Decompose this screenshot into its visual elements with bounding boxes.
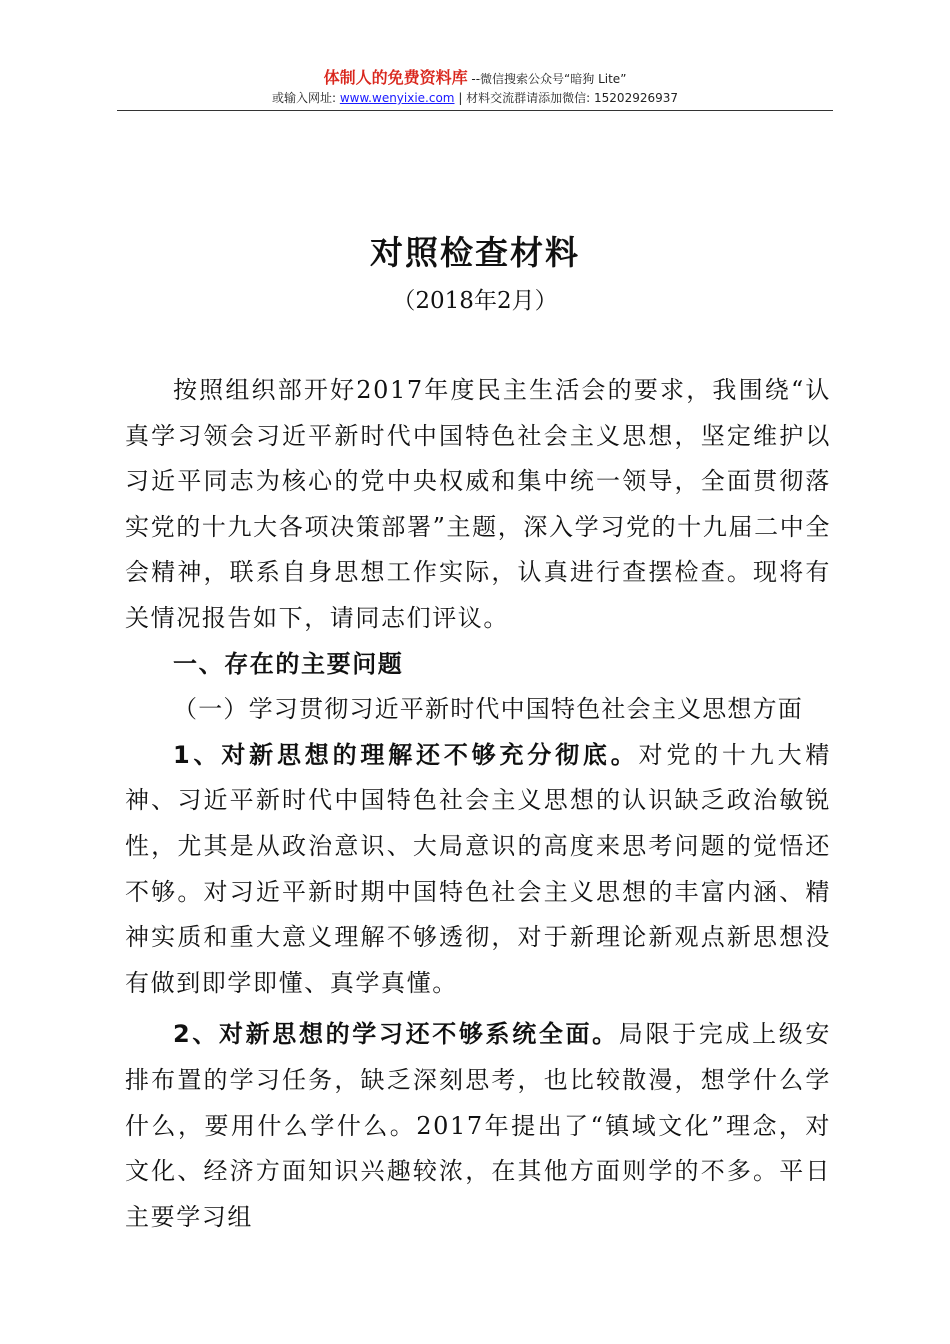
url-prefix: 或输入网址: — [271, 91, 340, 105]
item-2-body: 局限于完成上级安排布置的学习任务，缺乏深刻思考，也比较散漫，想学什么学什么，要用什么学什么。2017年提出了“镇域文化”理念，对文化、经济方面知识兴趣较浓，在其他方面则学的不多。平日主要学习组 — [125, 1020, 831, 1231]
website-link[interactable]: www.wenyixie.com — [339, 91, 455, 105]
header-line-brand — [0, 68, 950, 89]
subsection-heading-study: （一）学习贯彻习近平新时代中国特色社会主义思想方面 — [173, 695, 803, 724]
document-body — [125, 368, 831, 1240]
contact-info: | 材料交流群请添加微信: 15202926937 — [454, 91, 679, 105]
header-line-contact — [0, 89, 950, 107]
header-divider — [117, 110, 833, 111]
item-1-body: 对党的十九大精神、习近平新时代中国特色社会主义思想的认识缺乏政治敏锐性，尤其是从政治意识、大局意识的高度来思考问题的觉悟还不够。对习近平新时期中国特色社会主义思想的丰富内涵、精神实质和重大意义理解不够透彻，对于新理论新观点新思想没有做到即学即懂、真学真懂。 — [125, 740, 831, 997]
item-2-heading: 2、对新思想的学习还不够系统全面。 — [173, 1020, 619, 1049]
intro-paragraph: 按照组织部开好2017年度民主生活会的要求，我围绕“认真学习领会习近平新时代中国特色社会主义思想，坚定维护以习近平同志为核心的党中央权威和集中统一领导，全面贯彻落实党的十九大各项决策部署”主题，深入学习党的十九届二中全会精神，联系自身思想工作实际，认真进行查摆检查。现将有关情况报告如下，请同志们评议。 — [125, 376, 831, 632]
item-paragraph-2 — [125, 1012, 831, 1240]
wechat-hint: --微信搜索公众号“暗狗 Lite” — [467, 72, 627, 86]
section-heading-problems: 一、存在的主要问题 — [173, 649, 404, 678]
document-title: 对照检查材料 — [370, 233, 580, 272]
page-header — [0, 68, 950, 107]
document-date: （2018年2月） — [392, 288, 558, 314]
item-paragraph-1 — [125, 733, 831, 1007]
item-1-heading: 1、对新思想的理解还不够充分彻底。 — [173, 740, 639, 769]
brand-name: 体制人的免费资料库 — [323, 68, 468, 87]
